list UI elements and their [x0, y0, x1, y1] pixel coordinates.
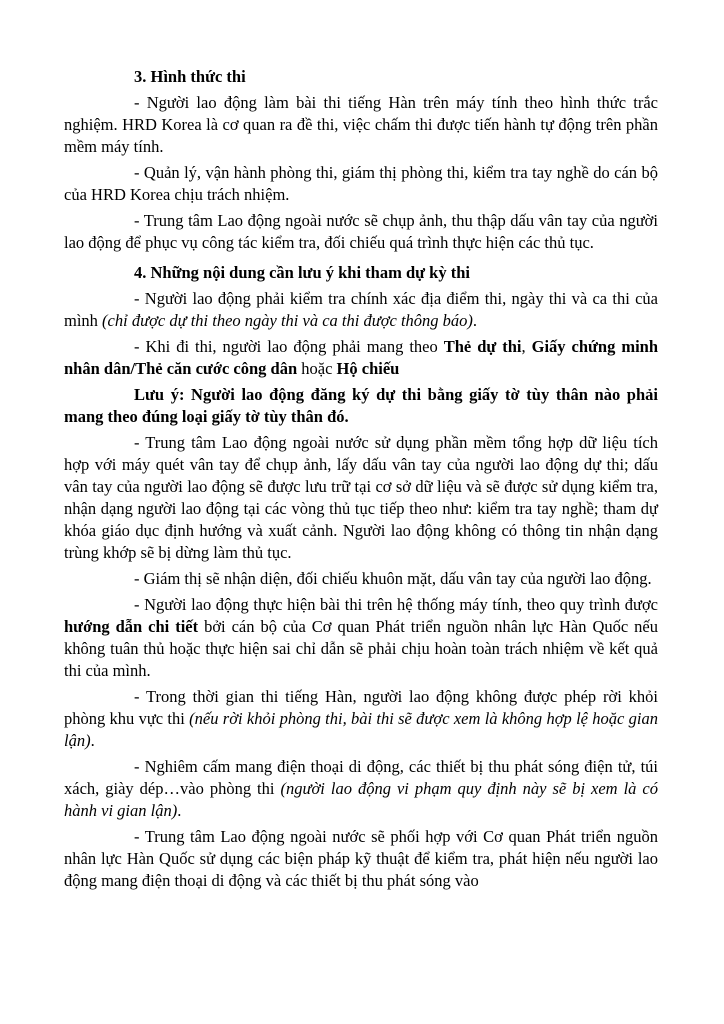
text-run: - Khi đi thi, người lao động phải mang theo [134, 337, 444, 356]
section-heading-4 [64, 262, 658, 284]
text-run: (nếu rời khỏi phòng thi, bài thi sẽ được xem là không hợp lệ hoặc gian lận) [64, 709, 663, 750]
text-run: (người lao động vi phạm quy định này sẽ bị xem là có hành vi gian lận) [64, 779, 663, 820]
paragraph [64, 568, 658, 590]
text-run: - Trung tâm Lao động ngoài nước sẽ phối hợp với Cơ quan Phát triển nguồn nhân lực Hàn Quốc sử dụng các biện pháp kỹ thuật để kiểm tra, phát hiện nếu người lao động mang điện thoại di động và các thiết bị thu phát sóng vào [64, 827, 663, 890]
text-run: 4. Những nội dung cần lưu ý khi tham dự kỳ thi [134, 263, 470, 282]
note-paragraph [64, 384, 663, 428]
text-run: - Giám thị sẽ nhận diện, đối chiếu khuôn mặt, dấu vân tay của người lao động. [134, 569, 652, 588]
text-run: - Quản lý, vận hành phòng thi, giám thị phòng thi, kiểm tra tay nghề do cán bộ của HRD Korea chịu trách nhiệm. [64, 163, 663, 204]
text-run: (chỉ được dự thi theo ngày thi và ca thi được thông báo) [102, 311, 473, 330]
section-heading-3 [64, 66, 658, 88]
paragraph [64, 92, 663, 158]
paragraph [64, 336, 663, 380]
paragraph [64, 210, 663, 254]
text-run: . [90, 731, 95, 750]
text-run: Thẻ dự thi [443, 337, 522, 356]
text-run: Giấy chứng minh nhân dân/Thẻ căn cước công dân [64, 337, 663, 378]
paragraph [64, 826, 663, 892]
text-run: bởi cán bộ của Cơ quan Phát triển nguồn nhân lực Hàn Quốc nếu không tuân thủ hoặc thực hiện sai chỉ dẫn sẽ phải chịu hoàn toàn trách nhiệm về kết quả thi của mình. [64, 617, 663, 680]
text-run: . [472, 311, 478, 330]
paragraph [64, 686, 663, 752]
text-run: Hộ chiếu [336, 359, 400, 378]
paragraph [64, 432, 663, 564]
text-run: 3. Hình thức thi [134, 67, 246, 86]
text-run: hoặc [297, 359, 337, 378]
text-run: , [521, 337, 532, 356]
paragraph [64, 162, 663, 206]
text-run: . [177, 801, 182, 820]
paragraph [64, 594, 663, 682]
paragraph [64, 756, 663, 822]
text-run: - Trung tâm Lao động ngoài nước sử dụng phần mềm tổng hợp dữ liệu tích hợp với máy quét vân tay để chụp ảnh, lấy dấu vân tay của người lao động dự thi; dấu vân tay của người lao động sẽ được lưu trữ tại cơ sở dữ liệu và sẽ được sử dụng kiểm tra, nhận dạng người lao động tại các vòng thủ tục tiếp theo như: kiểm tra tay nghề; tham dự khóa giáo dục định hướng và xuất cảnh. Người lao động không có thông tin nhận dạng trùng khớp sẽ bị dừng làm thủ tục. [64, 433, 663, 562]
document-body [64, 66, 663, 892]
paragraph [64, 288, 663, 332]
text-run: - Người lao động thực hiện bài thi trên hệ thống máy tính, theo quy trình được [134, 595, 663, 614]
text-run: - Nghiêm cấm mang điện thoại di động, các thiết bị thu phát sóng điện tử, túi xách, giày dép…vào phòng thi [64, 757, 663, 798]
text-run: hướng dẫn chi tiết [64, 617, 199, 636]
text-run: - Người lao động làm bài thi tiếng Hàn trên máy tính theo hình thức trắc nghiệm. HRD Korea là cơ quan ra đề thi, việc chấm thi được tiến hành tự động trên phần mềm máy tính. [64, 93, 663, 156]
text-run: Lưu ý: Người lao động đăng ký dự thi bằng giấy tờ tùy thân nào phải mang theo đúng loại giấy tờ tùy thân đó. [64, 385, 663, 426]
text-run: - Trung tâm Lao động ngoài nước sẽ chụp ảnh, thu thập dấu vân tay của người lao động để phục vụ công tác kiểm tra, đối chiếu quá trình thực hiện các thủ tục. [64, 211, 663, 252]
text-run: - Người lao động phải kiểm tra chính xác địa điểm thi, ngày thi và ca thi của mình [64, 289, 663, 330]
text-run: - Trong thời gian thi tiếng Hàn, người lao động không được phép rời khỏi phòng khu vực thi [64, 687, 663, 728]
